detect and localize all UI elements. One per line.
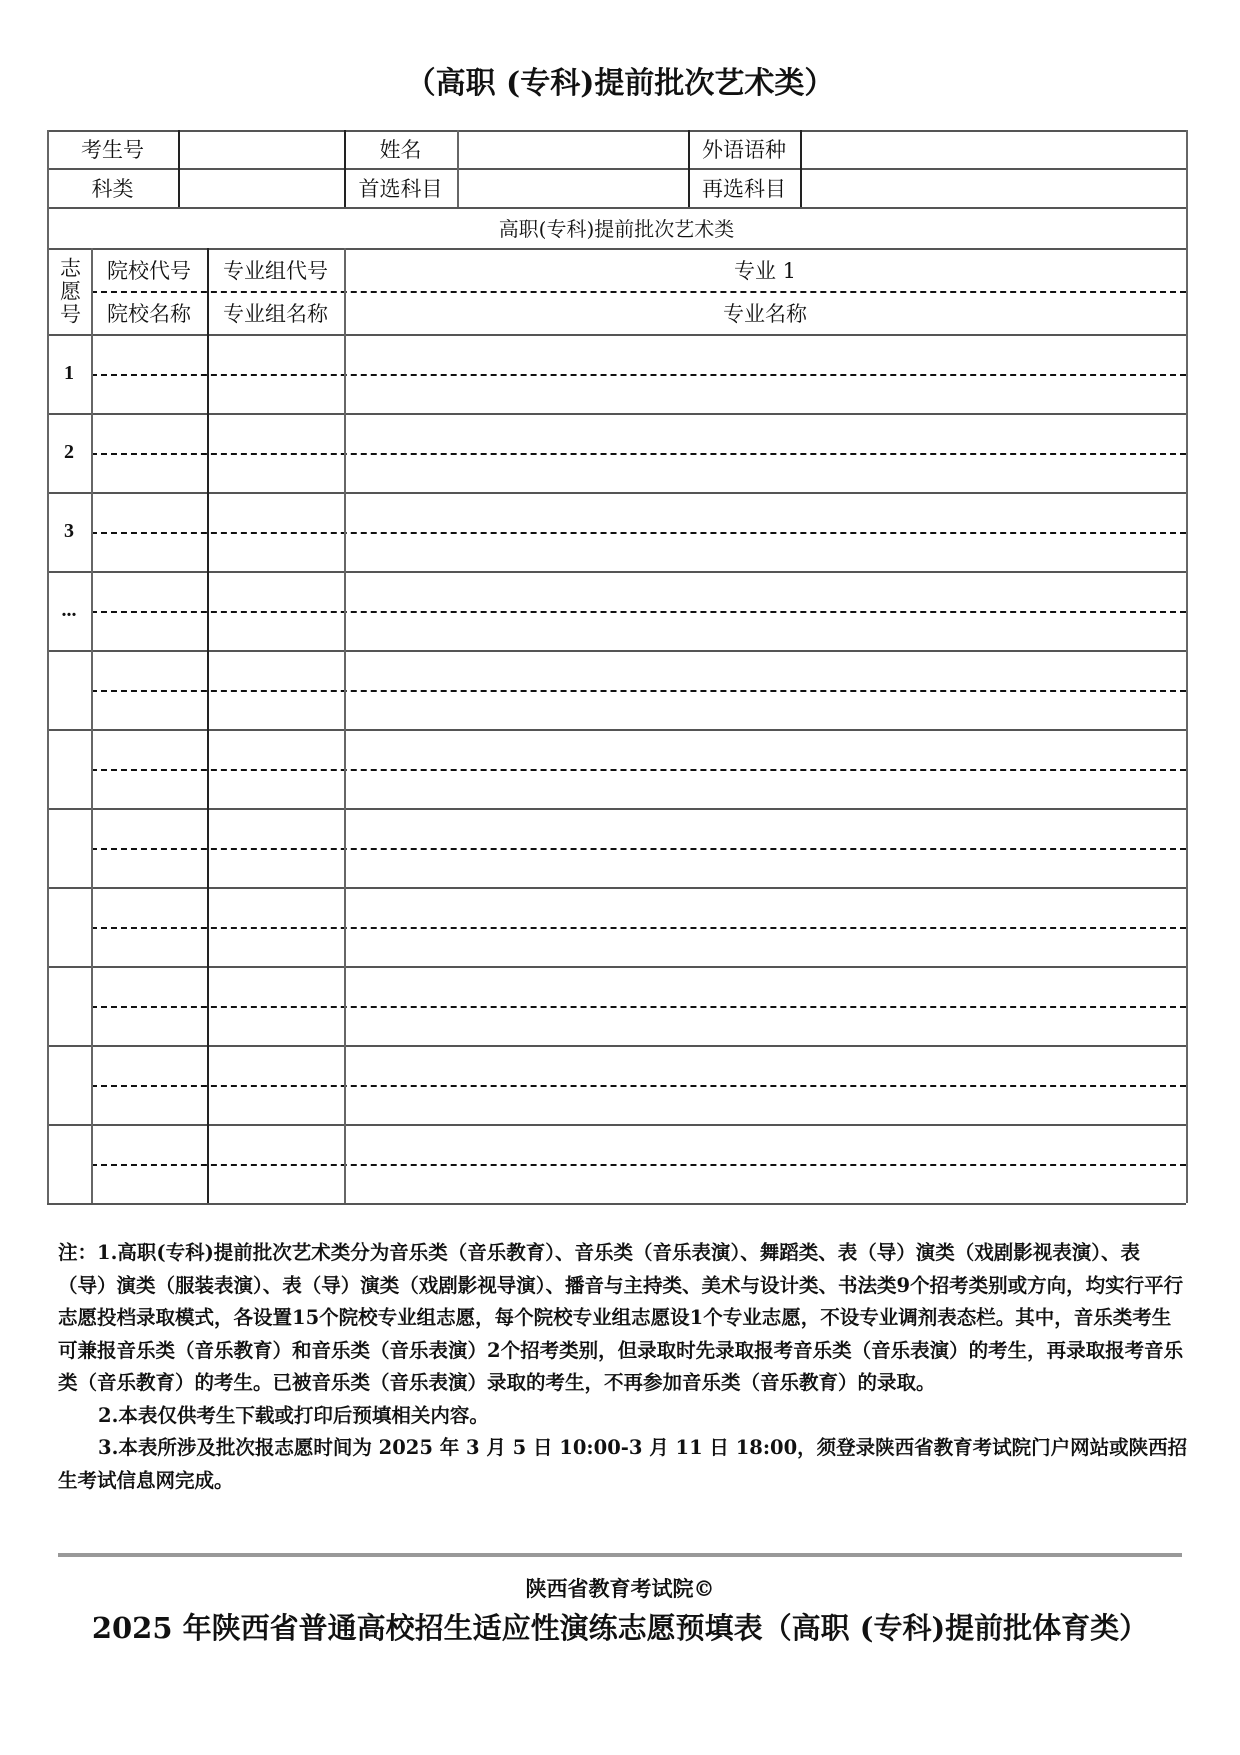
major-code-input[interactable] — [344, 1124, 1186, 1164]
major-name-input[interactable] — [344, 1085, 1186, 1124]
school-name-input[interactable] — [91, 690, 207, 729]
header-school-name: 院校名称 — [107, 301, 191, 326]
dashed-divider — [91, 1006, 1186, 1008]
dashed-divider — [91, 611, 1186, 613]
dashed-divider — [91, 532, 1186, 534]
field-label: 考生号 — [81, 138, 144, 162]
dashed-divider — [91, 1085, 1186, 1087]
table-rule — [1186, 207, 1188, 1203]
field-input[interactable] — [457, 130, 688, 168]
page-title: （高职 (专科)提前批次艺术类） — [405, 66, 835, 101]
dashed-divider — [91, 453, 1186, 455]
field-label: 外语语种 — [702, 138, 786, 162]
major-name-input[interactable] — [344, 1006, 1186, 1045]
table-rule — [688, 130, 690, 207]
field-label: 姓名 — [379, 138, 422, 162]
table-rule — [47, 130, 1186, 132]
note-2: 2.本表仅供考生下载或打印后预填相关内容。 — [98, 1403, 489, 1427]
dashed-divider — [91, 690, 1186, 692]
major-name-input[interactable] — [344, 769, 1186, 808]
table-rule — [47, 207, 49, 1203]
table-rule — [47, 168, 1186, 170]
header-group-name: 专业组名称 — [223, 301, 328, 326]
header-school-code: 院校代号 — [107, 258, 191, 283]
major-name-input[interactable] — [344, 1164, 1186, 1203]
school-code-input[interactable] — [91, 887, 207, 927]
school-code-input[interactable] — [91, 1124, 207, 1164]
school-name-input[interactable] — [91, 453, 207, 492]
table-rule — [457, 130, 459, 207]
school-code-input[interactable] — [91, 1045, 207, 1085]
group-code-input[interactable] — [207, 729, 344, 769]
major-code-input[interactable] — [344, 413, 1186, 453]
group-name-input[interactable] — [207, 374, 344, 413]
header-major-1: 专业 1 — [733, 258, 797, 283]
group-name-input[interactable] — [207, 848, 344, 887]
choice-number — [47, 650, 91, 729]
major-code-input[interactable] — [344, 571, 1186, 611]
group-code-input[interactable] — [207, 492, 344, 532]
school-code-input[interactable] — [91, 966, 207, 1006]
group-code-input[interactable] — [207, 808, 344, 848]
group-code-input[interactable] — [207, 571, 344, 611]
choice-number — [47, 1045, 91, 1124]
school-name-input[interactable] — [91, 1006, 207, 1045]
major-code-input[interactable] — [344, 808, 1186, 848]
table-rule — [1186, 130, 1188, 207]
school-code-input[interactable] — [91, 413, 207, 453]
group-name-input[interactable] — [207, 1006, 344, 1045]
footer-divider — [58, 1553, 1182, 1557]
dashed-divider — [91, 848, 1186, 850]
field-label: 首选科目 — [358, 176, 443, 201]
group-name-input[interactable] — [207, 532, 344, 571]
choice-number: ... — [61, 599, 77, 621]
note-1: 注：1.高职(专科)提前批次艺术类分为音乐类（音乐教育）、音乐类（音乐表演）、舞蹈类、表（导）演类（戏剧影视表演）、表（导）演类（服装表演）、表（导）演类（戏剧影视导演）、播音与主持类、美术与设计类、书法类9个招考类别或方向，均实行平行志愿投档录取模式，各设置15个院校专业组志愿，每个院校专业组志愿设1个专业志愿，不设专业调剂表态栏。其中，音乐类考生可兼报音乐类（音乐教育）和音乐类（音乐表演）2个招考类别，但录取时先录取报考音乐类（音乐表演）的考生，再录取报考音乐类（音乐教育）的考生。已被音乐类（音乐表演）录取的考生，不再参加音乐类（音乐教育）的录取。 — [58, 1241, 1184, 1394]
choice-number — [47, 887, 91, 966]
school-code-input[interactable] — [91, 571, 207, 611]
table-rule — [800, 130, 802, 207]
header-major-name: 专业名称 — [723, 301, 807, 326]
group-name-input[interactable] — [207, 1085, 344, 1124]
major-code-input[interactable] — [344, 650, 1186, 690]
header-group-code: 专业组代号 — [223, 258, 328, 283]
choice-number — [47, 1124, 91, 1203]
major-name-input[interactable] — [344, 532, 1186, 571]
table-rule — [178, 130, 180, 207]
major-name-input[interactable] — [344, 611, 1186, 650]
notes — [58, 1237, 1188, 1497]
dashed-divider — [91, 1164, 1186, 1166]
major-code-input[interactable] — [344, 492, 1186, 532]
group-code-input[interactable] — [207, 1045, 344, 1085]
major-name-input[interactable] — [344, 374, 1186, 413]
field-input[interactable] — [800, 130, 1186, 168]
choice-number: 3 — [64, 520, 74, 542]
footer-title: 2025 年陕西省普通高校招生适应性演练志愿预填表（高职 (专科)提前批体育类） — [91, 1611, 1149, 1645]
school-code-input[interactable] — [91, 729, 207, 769]
group-name-input[interactable] — [207, 611, 344, 650]
school-name-input[interactable] — [91, 848, 207, 887]
group-code-input[interactable] — [207, 966, 344, 1006]
group-code-input[interactable] — [207, 650, 344, 690]
school-code-input[interactable] — [91, 650, 207, 690]
group-code-input[interactable] — [207, 334, 344, 374]
choice-number: 2 — [64, 441, 74, 463]
table-rule — [91, 248, 93, 1203]
table-rule — [207, 248, 209, 1203]
school-name-input[interactable] — [91, 374, 207, 413]
school-code-input[interactable] — [91, 808, 207, 848]
table-rule — [344, 130, 346, 207]
field-input[interactable] — [800, 168, 1186, 207]
group-code-input[interactable] — [207, 413, 344, 453]
school-name-input[interactable] — [91, 769, 207, 808]
group-name-input[interactable] — [207, 690, 344, 729]
choice-number: 1 — [64, 362, 74, 384]
field-input[interactable] — [178, 130, 344, 168]
choice-number — [47, 729, 91, 808]
dashed-divider — [91, 927, 1186, 929]
major-name-input[interactable] — [344, 453, 1186, 492]
footer-copyright: 陕西省教育考试院© — [525, 1576, 715, 1601]
school-code-input[interactable] — [91, 492, 207, 532]
group-code-input[interactable] — [207, 887, 344, 927]
school-name-input[interactable] — [91, 1164, 207, 1203]
choice-number — [47, 808, 91, 887]
major-code-input[interactable] — [344, 334, 1186, 374]
school-name-input[interactable] — [91, 927, 207, 966]
note-3: 3.本表所涉及批次报志愿时间为 2025 年 3 月 5 日 10:00-3 月 11 日 18:00，须登录陕西省教育考试院门户网站或陕西招生考试信息网完成。 — [58, 1436, 1188, 1492]
school-name-input[interactable] — [91, 1085, 207, 1124]
section-title: 高职(专科)提前批次艺术类 — [498, 217, 735, 241]
group-name-input[interactable] — [207, 927, 344, 966]
table-rule — [47, 130, 49, 207]
table-rule — [344, 248, 346, 1203]
major-name-input[interactable] — [344, 690, 1186, 729]
major-code-input[interactable] — [344, 966, 1186, 1006]
header-choice-no: 志愿号 — [57, 256, 82, 326]
school-name-input[interactable] — [91, 611, 207, 650]
major-name-input[interactable] — [344, 848, 1186, 887]
field-input[interactable] — [457, 168, 688, 207]
field-input[interactable] — [178, 168, 344, 207]
school-name-input[interactable] — [91, 532, 207, 571]
choice-number — [47, 966, 91, 1045]
table-rule — [47, 1203, 1186, 1205]
field-label: 再选科目 — [702, 176, 786, 201]
group-name-input[interactable] — [207, 453, 344, 492]
major-code-input[interactable] — [344, 1045, 1186, 1085]
field-label: 科类 — [91, 176, 134, 201]
dashed-divider — [91, 769, 1186, 771]
group-name-input[interactable] — [207, 1164, 344, 1203]
major-code-input[interactable] — [344, 887, 1186, 927]
group-code-input[interactable] — [207, 1124, 344, 1164]
school-code-input[interactable] — [91, 334, 207, 374]
major-name-input[interactable] — [344, 927, 1186, 966]
dashed-divider — [91, 291, 1186, 293]
dashed-divider — [91, 374, 1186, 376]
group-name-input[interactable] — [207, 769, 344, 808]
major-code-input[interactable] — [344, 729, 1186, 769]
